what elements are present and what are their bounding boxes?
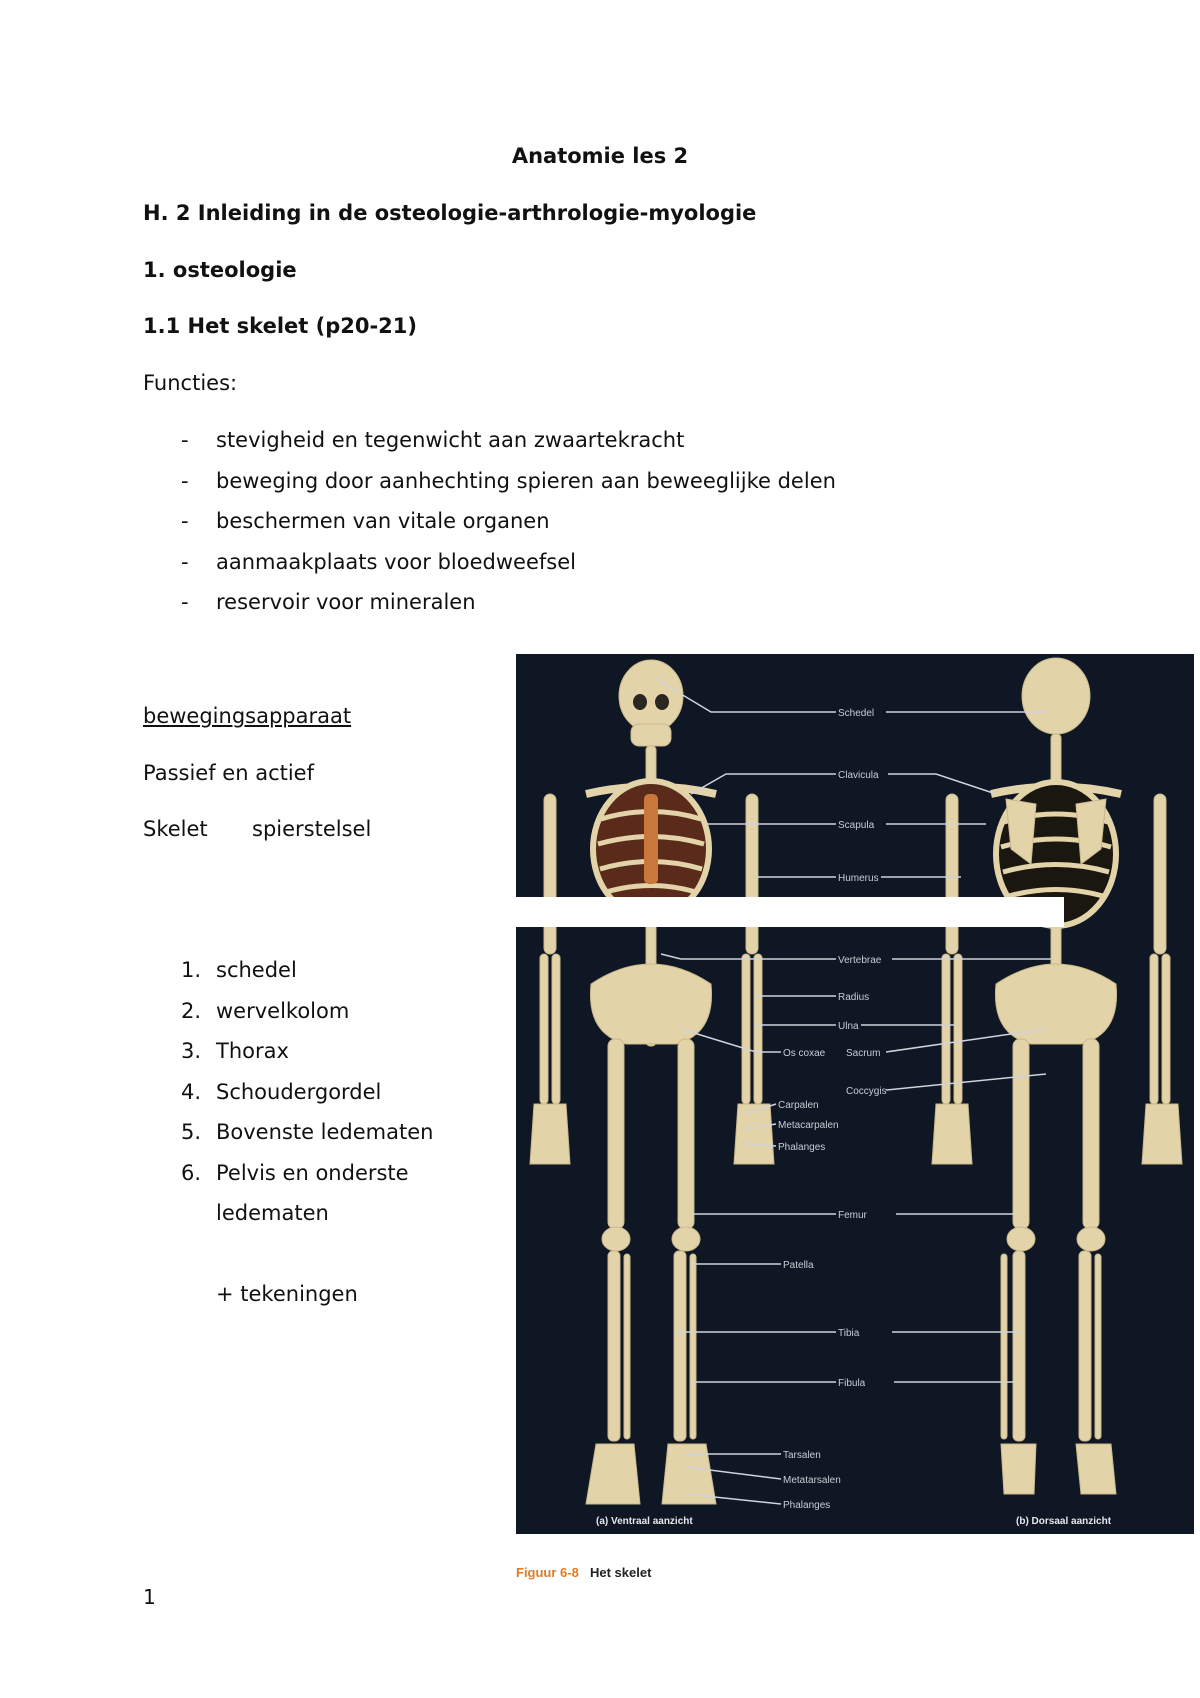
subsection-heading: 1.1 Het skelet (p20-21): [143, 314, 418, 338]
label-metacarpalen: Metacarpalen: [778, 1120, 839, 1131]
label-phalanges-hand: Phalanges: [778, 1142, 826, 1153]
list-item: beschermen van vitale organen: [216, 509, 550, 533]
list-bullet: -: [181, 428, 189, 452]
list-number: 4.: [181, 1080, 202, 1104]
list-bullet: -: [181, 590, 189, 614]
chapter-heading: H. 2 Inleiding in de osteologie-arthrologie-myologie: [143, 201, 757, 225]
list-item: aanmaakplaats voor bloedweefsel: [216, 550, 576, 574]
label-radius: Radius: [838, 992, 870, 1003]
label-dorsal-view: (b) Dorsaal aanzicht: [1016, 1516, 1112, 1527]
label-schedel: Schedel: [838, 708, 875, 719]
label-fibula: Fibula: [838, 1378, 866, 1389]
skeleton-ventral: [530, 660, 774, 1504]
label-tibia: Tibia: [838, 1328, 860, 1339]
label-carpalen: Carpalen: [778, 1100, 819, 1111]
list-bullet: -: [181, 550, 189, 574]
label-coccygis: Coccygis: [846, 1086, 887, 1097]
apparatus-col-muscles: spierstelsel: [252, 817, 372, 841]
label-phalanges-foot: Phalanges: [783, 1500, 831, 1511]
jaw-shape: [631, 724, 671, 746]
label-femur: Femur: [838, 1210, 867, 1221]
label-tarsalen: Tarsalen: [783, 1450, 821, 1461]
label-metatarsalen: Metatarsalen: [783, 1475, 841, 1486]
list-number: 6.: [181, 1161, 202, 1185]
label-vertebrae: Vertebrae: [838, 955, 882, 966]
list-item-continuation: ledematen: [216, 1201, 329, 1225]
section-heading: 1. osteologie: [143, 258, 297, 282]
list-number: 3.: [181, 1039, 202, 1063]
list-item: schedel: [216, 958, 297, 982]
list-number: 1.: [181, 958, 202, 982]
skull-shape: [619, 660, 683, 732]
list-bullet: -: [181, 509, 189, 533]
drawings-note: + tekeningen: [216, 1282, 358, 1306]
label-ventral-view: (a) Ventraal aanzicht: [596, 1516, 693, 1527]
label-ulna: Ulna: [838, 1021, 859, 1032]
list-item: stevigheid en tegenwicht aan zwaartekracht: [216, 428, 685, 452]
apparatus-subtitle: Passief en actief: [143, 761, 314, 785]
list-item: Schoudergordel: [216, 1080, 382, 1104]
label-clavicula: Clavicula: [838, 770, 879, 781]
list-bullet: -: [181, 469, 189, 493]
label-patella: Patella: [783, 1260, 814, 1271]
figure-caption-text: Het skelet: [590, 1565, 652, 1580]
skeleton-illustration: [516, 654, 1194, 1534]
skeleton-dorsal: [932, 658, 1182, 1494]
list-item: beweging door aanhechting spieren aan beweeglijke delen: [216, 469, 836, 493]
list-item: Bovenste ledematen: [216, 1120, 434, 1144]
apparatus-col-skeleton: Skelet: [143, 817, 208, 841]
list-number: 2.: [181, 999, 202, 1023]
page-number: 1: [143, 1585, 156, 1609]
label-os-coxae: Os coxae: [783, 1048, 826, 1059]
list-item: Pelvis en onderste: [216, 1161, 409, 1185]
list-item: Thorax: [216, 1039, 289, 1063]
functions-label: Functies:: [143, 371, 238, 395]
list-item: reservoir voor mineralen: [216, 590, 476, 614]
figure-redaction-band: [516, 897, 1064, 927]
apparatus-heading: bewegingsapparaat: [143, 704, 352, 728]
skeleton-figure: [516, 654, 1194, 1534]
list-item: wervelkolom: [216, 999, 350, 1023]
label-scapula: Scapula: [838, 820, 875, 831]
page-title: Anatomie les 2: [511, 144, 689, 168]
label-sacrum: Sacrum: [846, 1048, 881, 1059]
list-number: 5.: [181, 1120, 202, 1144]
label-humerus: Humerus: [838, 873, 879, 884]
figure-caption-number: Figuur 6-8: [516, 1565, 579, 1580]
